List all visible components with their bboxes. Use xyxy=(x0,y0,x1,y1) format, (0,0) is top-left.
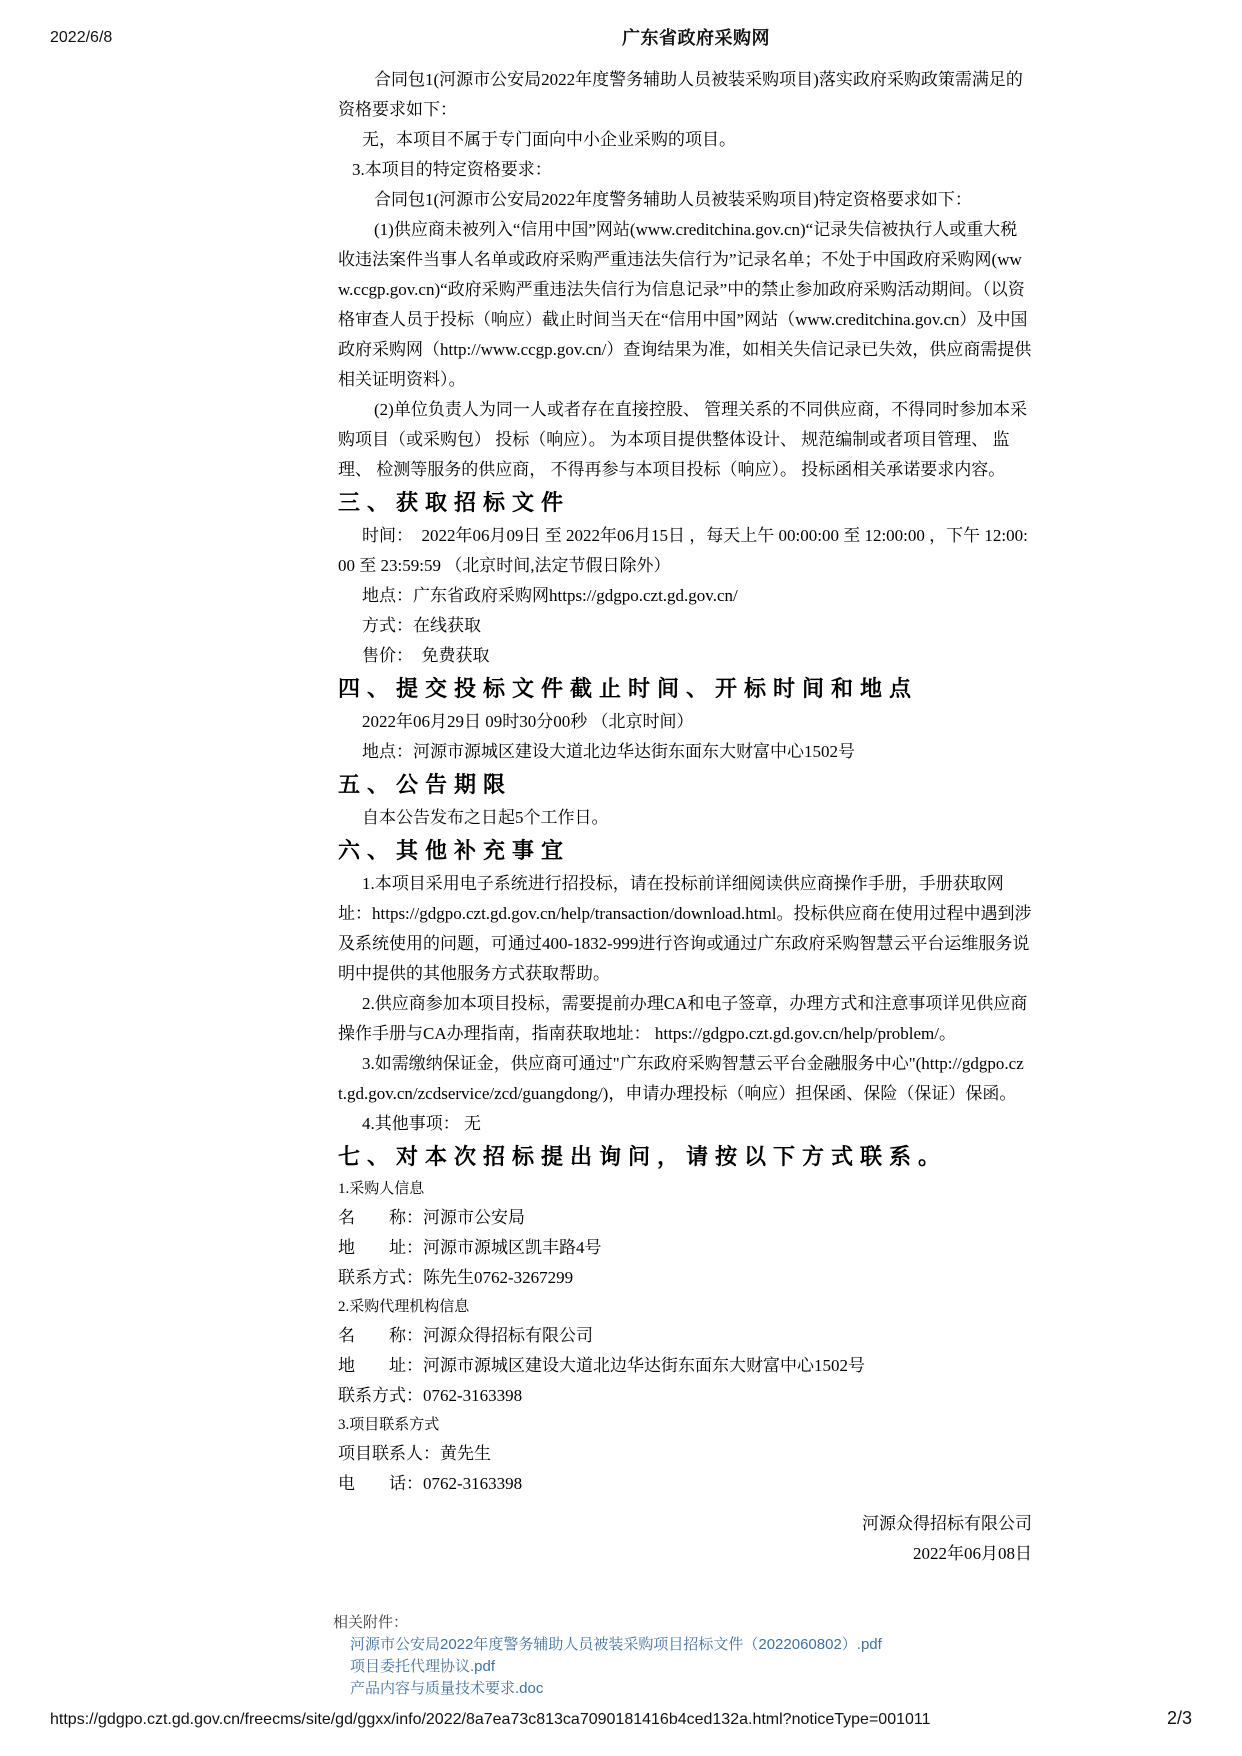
section-heading-5: 五、公告期限 xyxy=(338,772,513,797)
contact-row: 联系方式：陈先生0762-3267299 xyxy=(338,1268,574,1287)
contact-row: 地 址：河源市源城区凯丰路4号 xyxy=(338,1238,602,1257)
signature-date: 2022年06月08日 xyxy=(913,1544,1032,1563)
intro-paragraph: (2)单位负责人为同一人或者存在直接控股、 管理关系的不同供应商，不得同时参加本采购项目（或采购包） 投标（响应）。 为本项目提供整体设计、 规范编制或者项目管理、 监理、 检测等服务的供应商， 不得再参与本项目投标（响应）。 投标函相关承诺要求内容。 xyxy=(338,400,1028,479)
site-title: 广东省政府采购网 xyxy=(622,28,770,48)
contact-block-label: 2.采购代理机构信息 xyxy=(338,1299,470,1315)
attachment-link-product-requirements[interactable]: 产品内容与质量技术要求.doc xyxy=(350,1680,544,1697)
section4-line: 地点：河源市源城区建设大道北边华达街东面东大财富中心1502号 xyxy=(362,742,855,761)
section5-line: 自本公告发布之日起5个工作日。 xyxy=(362,808,609,827)
page-indicator: 2/3 xyxy=(1166,1708,1192,1728)
intro-paragraph: (1)供应商未被列入“信用中国”网站(www.creditchina.gov.cn)“记录失信被执行人或重大税收违法案件当事人名单或政府采购严重违法失信行为”记录名单；不处于中国政府采购网(www.ccgp.gov.cn)“政府采购严重违法失信行为信息记录”中的禁止参加政府采购活动期间。（以资格审查人员于投标（响应）截止时间当天在“信用中国”网站（www.creditchina.gov.cn）及中国政府采购网（http://www.ccgp.gov.cn/）查询结果为准，如相关失信记录已失效，供应商需提供相关证明资料）。 xyxy=(338,220,1032,389)
section4-line: 2022年06月29日 09时30分00秒 （北京时间） xyxy=(362,712,694,731)
print-footer-url: https://gdgpo.czt.gd.gov.cn/freecms/site/gd/ggxx/info/2022/8a7ea73c813ca7090181416b4ced132a.html?noticeType=001011 xyxy=(50,1711,931,1728)
attachments-label: 相关附件： xyxy=(333,1614,409,1631)
contact-row: 项目联系人：黄先生 xyxy=(338,1444,491,1463)
contact-block-label: 3.项目联系方式 xyxy=(338,1417,440,1433)
contact-row: 联系方式：0762-3163398 xyxy=(338,1386,523,1405)
contact-row: 名 称：河源市公安局 xyxy=(338,1208,525,1227)
section6-item: 2.供应商参加本项目投标，需要提前办理CA和电子签章，办理方式和注意事项详见供应商操作手册与CA办理指南，指南获取地址： https://gdgpo.czt.gd.gov.cn/help/problem/。 xyxy=(338,994,1028,1043)
section-heading-6: 六、其他补充事宜 xyxy=(338,838,571,863)
section3-line: 地点：广东省政府采购网https://gdgpo.czt.gd.gov.cn/ xyxy=(362,586,738,605)
section3-line: 售价： 免费获取 xyxy=(362,646,490,665)
contact-block-label: 1.采购人信息 xyxy=(338,1181,425,1197)
contact-block-agency xyxy=(338,1293,1032,1411)
section-heading-3: 三、获取招标文件 xyxy=(338,490,571,515)
intro-paragraph: 合同包1(河源市公安局2022年度警务辅助人员被装采购项目)特定资格要求如下： xyxy=(374,190,972,209)
document-body xyxy=(338,65,1032,1569)
attachment-link-agency-agreement[interactable]: 项目委托代理协议.pdf xyxy=(350,1658,496,1675)
section6-item: 1.本项目采用电子系统进行招投标，请在投标前详细阅读供应商操作手册，手册获取网址：https://gdgpo.czt.gd.gov.cn/help/transaction/download.html。投标供应商在使用过程中遇到涉及系统使用的问题，可通过400-1832-999进行咨询或通过广东政府采购智慧云平台运维服务说明中提供的其他服务方式获取帮助。 xyxy=(338,874,1032,983)
signature-block xyxy=(338,1509,1032,1569)
section3-line: 方式：在线获取 xyxy=(362,616,481,635)
section-heading-7: 七、对本次招标提出询问，请按以下方式联系。 xyxy=(338,1144,948,1169)
attachment-link-tender-document[interactable]: 河源市公安局2022年度警务辅助人员被装采购项目招标文件（2022060802）.pdf xyxy=(350,1636,882,1653)
contact-row: 名 称：河源众得招标有限公司 xyxy=(338,1326,593,1345)
intro-paragraph: 无，本项目不属于专门面向中小企业采购的项目。 xyxy=(362,130,736,149)
intro-paragraph: 合同包1(河源市公安局2022年度警务辅助人员被装采购项目)落实政府采购政策需满足的资格要求如下： xyxy=(338,70,1023,119)
attachments-block xyxy=(333,1612,1053,1700)
print-footer xyxy=(50,1708,1192,1730)
print-header-date: 2022/6/8 xyxy=(50,29,113,46)
section6-item: 4.其他事项： 无 xyxy=(362,1114,481,1133)
section3-line: 时间： 2022年06月09日 至 2022年06月15日 ，每天上午 00:00:00 至 12:00:00 ，下午 12:00:00 至 23:59:59 （北京时间,法定节假日除外） xyxy=(338,526,1028,575)
intro-paragraph: 3.本项目的特定资格要求： xyxy=(352,160,552,179)
section-heading-4: 四、提交投标文件截止时间、开标时间和地点 xyxy=(338,676,919,701)
signature-company: 河源众得招标有限公司 xyxy=(862,1514,1032,1533)
section6-item: 3.如需缴纳保证金，供应商可通过"广东政府采购智慧云平台金融服务中心"(http://gdgpo.czt.gd.gov.cn/zcdservice/zcd/guangdong/)，申请办理投标（响应）担保函、保险（保证）保函。 xyxy=(338,1054,1024,1103)
contact-block-project xyxy=(338,1411,1032,1499)
contact-row: 电 话：0762-3163398 xyxy=(338,1474,523,1493)
contact-row: 地 址：河源市源城区建设大道北边华达街东面东大财富中心1502号 xyxy=(338,1356,865,1375)
contact-block-purchaser xyxy=(338,1175,1032,1293)
